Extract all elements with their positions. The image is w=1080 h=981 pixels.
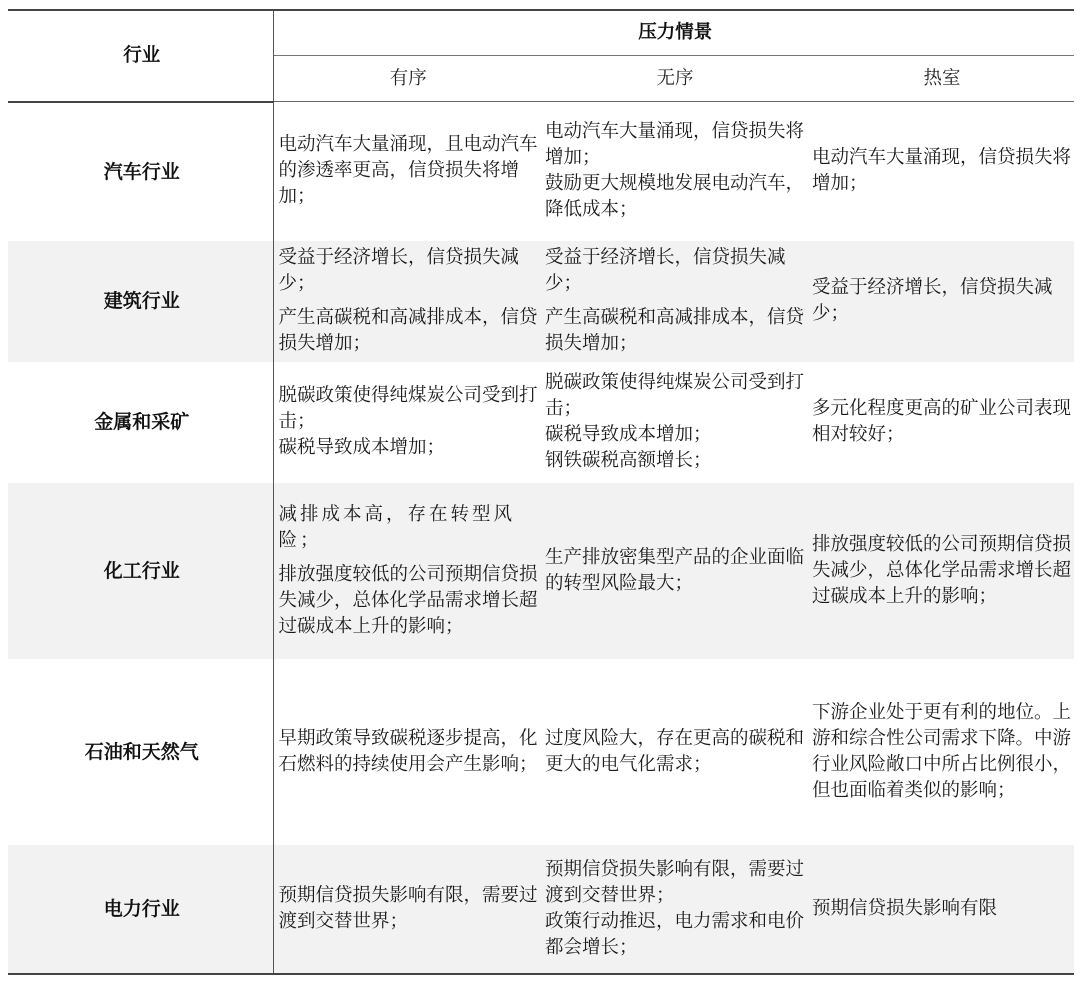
cell-text: 碳税导致成本增加； — [545, 424, 712, 445]
row-disorderly-cell — [540, 102, 807, 241]
row-industry: 石油和天然气 — [8, 659, 273, 845]
row-orderly-cell — [273, 483, 540, 659]
industry-column-header: 行业 — [8, 10, 273, 102]
row-industry: 电力行业 — [8, 845, 273, 974]
row-hothouse-cell — [807, 659, 1074, 845]
cell-text: 预期信贷损失影响有限，需要过渡到交替世界； — [278, 884, 538, 932]
row-disorderly-cell — [540, 241, 807, 362]
table-row — [8, 362, 1074, 483]
cell-text: 预期信贷损失影响有限 — [812, 897, 998, 919]
scenario-disorderly-header: 无序 — [540, 56, 807, 102]
cell-text: 生产排放密集型产品的企业面临的转型风险最大； — [545, 546, 805, 594]
cell-text: 排放强度较低的公司预期信贷损失减少，总体化学品需求增长超过碳成本上升的影响； — [812, 533, 1072, 607]
cell-text: 电动汽车大量涌现，信贷损失将增加； — [812, 147, 1072, 195]
cell-text: 早期政策导致碳税逐步提高，化石燃料的持续使用会产生影响； — [278, 727, 538, 775]
row-industry: 金属和采矿 — [8, 362, 273, 483]
row-orderly-cell — [273, 241, 540, 362]
cell-text: 受益于经济增长，信贷损失减少； — [278, 247, 520, 294]
row-orderly-cell — [273, 659, 540, 845]
scenario-group-header: 压力情景 — [273, 10, 1074, 56]
row-hothouse-cell — [807, 845, 1074, 974]
cell-text: 碳税导致成本增加； — [278, 437, 446, 458]
cell-text: 受益于经济增长，信贷损失减少； — [812, 277, 1053, 324]
row-industry: 汽车行业 — [8, 102, 273, 241]
table-row — [8, 483, 1074, 659]
stress-scenario-table — [8, 9, 1074, 975]
table-row — [8, 659, 1074, 845]
row-disorderly-cell — [540, 845, 807, 974]
row-industry: 化工行业 — [8, 483, 273, 659]
cell-text: 脱碳政策使得纯煤炭公司受到打击； — [545, 372, 805, 419]
row-hothouse-cell — [807, 241, 1074, 362]
cell-text: 脱碳政策使得纯煤炭公司受到打击； — [278, 385, 538, 432]
cell-text: 过度风险大，存在更高的碳税和更大的电气化需求； — [545, 727, 805, 775]
scenario-hothouse-header: 热室 — [807, 56, 1074, 102]
row-hothouse-cell — [807, 102, 1074, 241]
cell-text: 减排成本高，存在转型风险； — [278, 503, 516, 551]
cell-text: 多元化程度更高的矿业公司表现相对较好； — [812, 398, 1072, 445]
table-row — [8, 845, 1074, 974]
row-hothouse-cell — [807, 362, 1074, 483]
cell-text: 排放强度较低的公司预期信贷损失减少，总体化学品需求增长超过碳成本上升的影响； — [278, 563, 538, 637]
row-hothouse-cell — [807, 483, 1074, 659]
row-industry: 建筑行业 — [8, 241, 273, 362]
cell-text: 下游企业处于更有利的地位。上游和综合性公司需求下降。中游行业风险敞口中所占比例很小，但也面临着类似的影响； — [812, 701, 1072, 801]
row-disorderly-cell — [540, 483, 807, 659]
cell-text: 政策行动推迟，电力需求和电价都会增长； — [545, 910, 805, 958]
cell-text: 鼓励更大规模地发展电动汽车，降低成本； — [545, 173, 805, 221]
cell-text: 产生高碳税和高减排成本，信贷损失增加； — [278, 307, 538, 354]
cell-text: 钢铁碳税高额增长； — [545, 450, 712, 471]
cell-text: 受益于经济增长，信贷损失减少； — [545, 247, 786, 294]
row-disorderly-cell — [540, 659, 807, 845]
cell-text: 预期信贷损失影响有限，需要过渡到交替世界； — [545, 858, 805, 906]
table-row — [8, 241, 1074, 362]
cell-text: 电动汽车大量涌现，且电动汽车的渗透率更高，信贷损失将增加； — [278, 134, 538, 208]
cell-text: 电动汽车大量涌现，信贷损失将增加； — [545, 121, 805, 169]
cell-text: 产生高碳税和高减排成本，信贷损失增加； — [545, 307, 805, 354]
row-orderly-cell — [273, 362, 540, 483]
table-body — [8, 102, 1074, 974]
table-row — [8, 102, 1074, 241]
row-orderly-cell — [273, 845, 540, 974]
scenario-orderly-header: 有序 — [273, 56, 540, 102]
row-orderly-cell — [273, 102, 540, 241]
table-header — [8, 10, 1074, 102]
row-disorderly-cell — [540, 362, 807, 483]
